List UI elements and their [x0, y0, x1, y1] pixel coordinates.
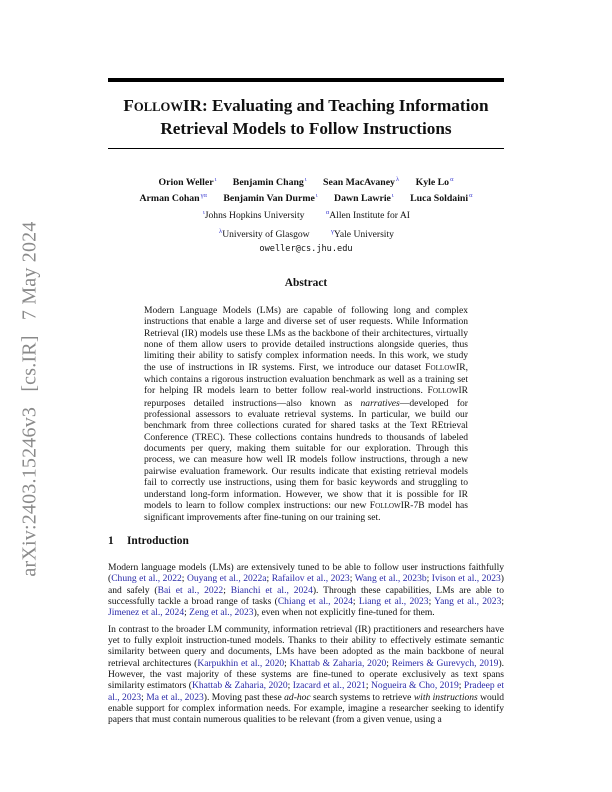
affiliation-mark[interactable]: ι [214, 176, 217, 183]
author [233, 177, 307, 188]
citation-link[interactable]: Chung et al., 2022 [111, 573, 182, 585]
author-name: Kyle Lo [415, 177, 450, 188]
followir-name-cap: F [369, 499, 376, 511]
body-text: ). Moving past these [203, 691, 285, 703]
body-text: search systems to retrieve [310, 691, 414, 703]
arxiv-date: 7 May 2024 [18, 221, 41, 321]
affiliation-mark: ι [203, 209, 205, 216]
affiliation [330, 229, 394, 240]
citation-link[interactable]: Wang et al., 2023b [354, 573, 427, 585]
affiliation-name: Johns Hopkins University [204, 210, 305, 221]
intro-paragraph-2: In contrast to the broader LM community, information retrieval (IR) practitioners and researchers have yet to fully exploit instruction-tuned models. Thanks to their ability to effectively estimate semantic similarity between query and documents, LMs have been adopted as the main backbone of neural retrieval architectures (Karpukhin et al., 2020; Khattab & Zaharia, 2020; Reimers & Gurevych, 2019). However, the vast majority of these systems are fine-tuned to operate exclusively as text spans similarity estimators (Khattab & Zaharia, 2020; Izacard et al., 2021; Nogueira & Cho, 2019; Pradeep et al., 2023; Ma et al., 2023). Moving past these ad-hoc search systems to retrieve with instructions would enable support for complex information needs. For example, imagine a researcher seeking to identify papers that must contain numerous qualities to be relevant (from a given venue, using a [108, 623, 505, 726]
author-name: Sean MacAvaney [323, 177, 395, 188]
arxiv-side-stamp [19, 211, 42, 576]
introduction-body [108, 562, 504, 731]
author [410, 193, 472, 204]
affiliation-mark: α [325, 209, 330, 216]
followir-name-suffix: IR [458, 385, 468, 397]
affiliation-name: University of Glasgow [222, 228, 310, 240]
citation-link[interactable]: Khattab & Zaharia, 2020 [191, 680, 288, 692]
author [416, 177, 454, 188]
affiliation-name: Yale University [333, 228, 394, 240]
author-name: Orion Weller [158, 177, 214, 188]
followir-name-small: OLLOW [430, 363, 457, 372]
affiliation-row-1 [108, 205, 504, 224]
title-bottom-rule [108, 148, 504, 149]
emphasis-ad-hoc: ad-hoc [284, 691, 311, 703]
affiliation [202, 210, 304, 221]
title-smallcaps-rest: OLLOW [133, 100, 183, 114]
body-text: would enable support for complex information needs. For example, imagine a researcher seeking to identify papers that must contain numerous qualities to be relevant (from a given venue, using a [108, 691, 505, 726]
citation-link[interactable]: Ouyang et al., 2022a [186, 573, 267, 585]
citation-link[interactable]: Pradeep et al., 2023 [108, 680, 505, 703]
citation-link[interactable]: Izacard et al., 2021 [292, 680, 366, 692]
affiliation [325, 210, 410, 221]
author [223, 193, 317, 204]
body-text: ). Through these capabilities, LMs are able to successfully tackle a broad range of tasks ( [108, 584, 504, 608]
citation-link[interactable]: Reimers & Gurevych, 2019 [391, 657, 499, 669]
author-name: Benjamin Van Durme [223, 193, 315, 204]
affiliation-list [108, 205, 504, 258]
title-line-1 [108, 95, 504, 118]
citation-link[interactable]: Jimenez et al., 2024 [108, 607, 185, 619]
affiliation-name: Allen Institute for AI [329, 210, 410, 221]
abstract-text: , which contains a rigorous instruction evaluation benchmark as well as a training set for helping IR models learn to better follow real-world instructions. [144, 361, 468, 397]
citation-link[interactable]: Bianchi et al., 2024 [230, 584, 313, 596]
affiliation-mark[interactable]: α [450, 176, 454, 183]
affiliation-mark[interactable]: ι [304, 176, 307, 183]
citation-link[interactable]: Chiang et al., 2024 [277, 596, 353, 608]
followir-name-cap: F [425, 361, 431, 373]
intro-paragraph-1: Modern language models (LMs) are extensively tuned to be able to follow user instructions faithfully (Chung et al., 2022; Ouyang et al., 2022a; Rafailov et al., 2023; Wang et al., 2023b; Ivison et al., 2023) and safely (Bai et al., 2022; Bianchi et al., 2024). Through these capabilities, LMs are able to successfully tackle a broad range of tasks (Chiang et al., 2024; Liang et al., 2023; Yang et al., 2023; Jimenez et al., 2024; Zeng et al., 2023), even when not explicitly fine-tuned for them. [108, 562, 505, 619]
author-list [108, 173, 504, 205]
affiliation-mark[interactable]: γα [200, 192, 207, 199]
body-text: ) and safely ( [108, 573, 504, 596]
title-line1-rest: : Evaluating and Teaching Information [202, 96, 489, 115]
author-name: Benjamin Chang [232, 177, 304, 188]
author [159, 177, 217, 188]
followir-name-suffix: IR [456, 361, 466, 373]
citation-link[interactable]: Karpukhin et al., 2020 [197, 657, 285, 669]
author-name: Dawn Lawrie [334, 193, 391, 204]
abstract-text: Modern Language Models (LMs) are capable of following long and complex instructions that enable a large and diverse set of user requests. While Information Retrieval (IR) models use these LMs as the backbone of their architectures, virtually none of them allow users to provide detailed instructions alongside queries, thus limiting their ability to satisfy complex information needs. In this work, we study the use of instructions in IR systems. First, we introduce our dataset [144, 305, 468, 373]
citation-link[interactable]: Bai et al., 2022 [157, 584, 224, 596]
citation-link[interactable]: Nogueira & Cho, 2019 [371, 680, 459, 692]
author-name: Luca Soldaini [410, 193, 469, 204]
abstract-text: —developed for professional assessors to evaluate retrieval systems. In particular, we build our benchmark from three collections curated for shared tasks at the Text REtrieval Conference (TREC). These collections contains hundreds to thousands of labeled documents per query, making them suitable for our exploration. Through this process, we can measure how well IR models follow instructions, through a new pairwise evaluation framework. Our results indicate that existing retrieval models fail to correctly use instructions, using them for basic keywords and struggling to understand long-form information. However, we show that it is possible for IR models to learn to follow complex instructions: our new [144, 397, 468, 511]
contact-email[interactable]: oweller@cs.jhu.edu [259, 244, 353, 254]
citation-link[interactable]: Ivison et al., 2023 [431, 573, 501, 585]
author-row-2 [108, 189, 504, 205]
abstract-body [144, 305, 468, 524]
abstract-heading: Abstract [284, 277, 328, 289]
affiliation-mark[interactable]: ι [391, 192, 394, 199]
section-title: Introduction [127, 535, 189, 547]
title-smallcaps-cap: F [123, 96, 134, 115]
body-text: ). However, the vast majority of these systems are fine-tuned to operate exclusively as text spans similarity estimators ( [108, 657, 505, 692]
affiliation-mark[interactable]: α [469, 192, 473, 199]
title-line-2: Retrieval Models to Follow Instructions [160, 119, 452, 138]
citation-link[interactable]: Rafailov et al., 2023 [271, 573, 350, 585]
affiliation-mark[interactable]: λ [395, 176, 400, 183]
followir-name-cap: F [427, 385, 433, 397]
title-name-suffix: IR [182, 96, 203, 115]
affiliation [218, 229, 310, 240]
citation-link[interactable]: Khattab & Zaharia, 2020 [289, 657, 387, 669]
model-size: -7B [410, 499, 425, 511]
followir-name-small: OLLOW [432, 387, 459, 396]
abstract-text: model has significant improvements after fine-tuning on our training set. [144, 499, 468, 524]
followir-name-suffix: IR [400, 499, 411, 511]
body-text: Modern language models (LMs) are extensively tuned to be able to follow user instructions faithfully ( [108, 562, 504, 585]
body-text: ), even when not explicitly fine-tuned for them. [253, 607, 435, 619]
author-row-1 [108, 173, 504, 189]
affiliation-mark: λ [219, 227, 223, 235]
citation-link[interactable]: Zeng et al., 2023 [189, 607, 254, 619]
author [139, 193, 206, 204]
followir-name-small: OLLOW [375, 501, 401, 510]
author [334, 193, 394, 204]
emphasis-narratives: narratives [360, 397, 400, 409]
arxiv-id: arXiv:2403.15246v3 [18, 406, 41, 577]
author-name: Arman Cohan [139, 193, 200, 204]
citation-link[interactable]: Yang et al., 2023 [434, 596, 502, 608]
section-heading-introduction [108, 535, 189, 547]
body-text: In contrast to the broader LM community, information retrieval (IR) practitioners and researchers have yet to fully exploit instruction-tuned models. Thanks to their ability to effectively estimate semantic similarity between query and documents, LMs have been adopted as the main backbone of neural retrieval architectures ( [108, 623, 504, 669]
citation-link[interactable]: Ma et al., 2023 [146, 691, 204, 703]
affiliation-row-2 [108, 224, 504, 243]
title-top-rule [108, 78, 504, 82]
arxiv-category: [cs.IR] [18, 335, 41, 392]
affiliation-mark[interactable]: ι [315, 192, 318, 199]
emphasis-with-instructions: with instructions [413, 691, 478, 703]
paper-title [108, 95, 504, 139]
abstract-text: repurposes detailed instructions—also known as [144, 397, 361, 409]
author [323, 177, 399, 188]
affiliation-mark: γ [331, 227, 334, 235]
citation-link[interactable]: Liang et al., 2023 [358, 596, 429, 608]
section-number: 1 [108, 535, 114, 547]
